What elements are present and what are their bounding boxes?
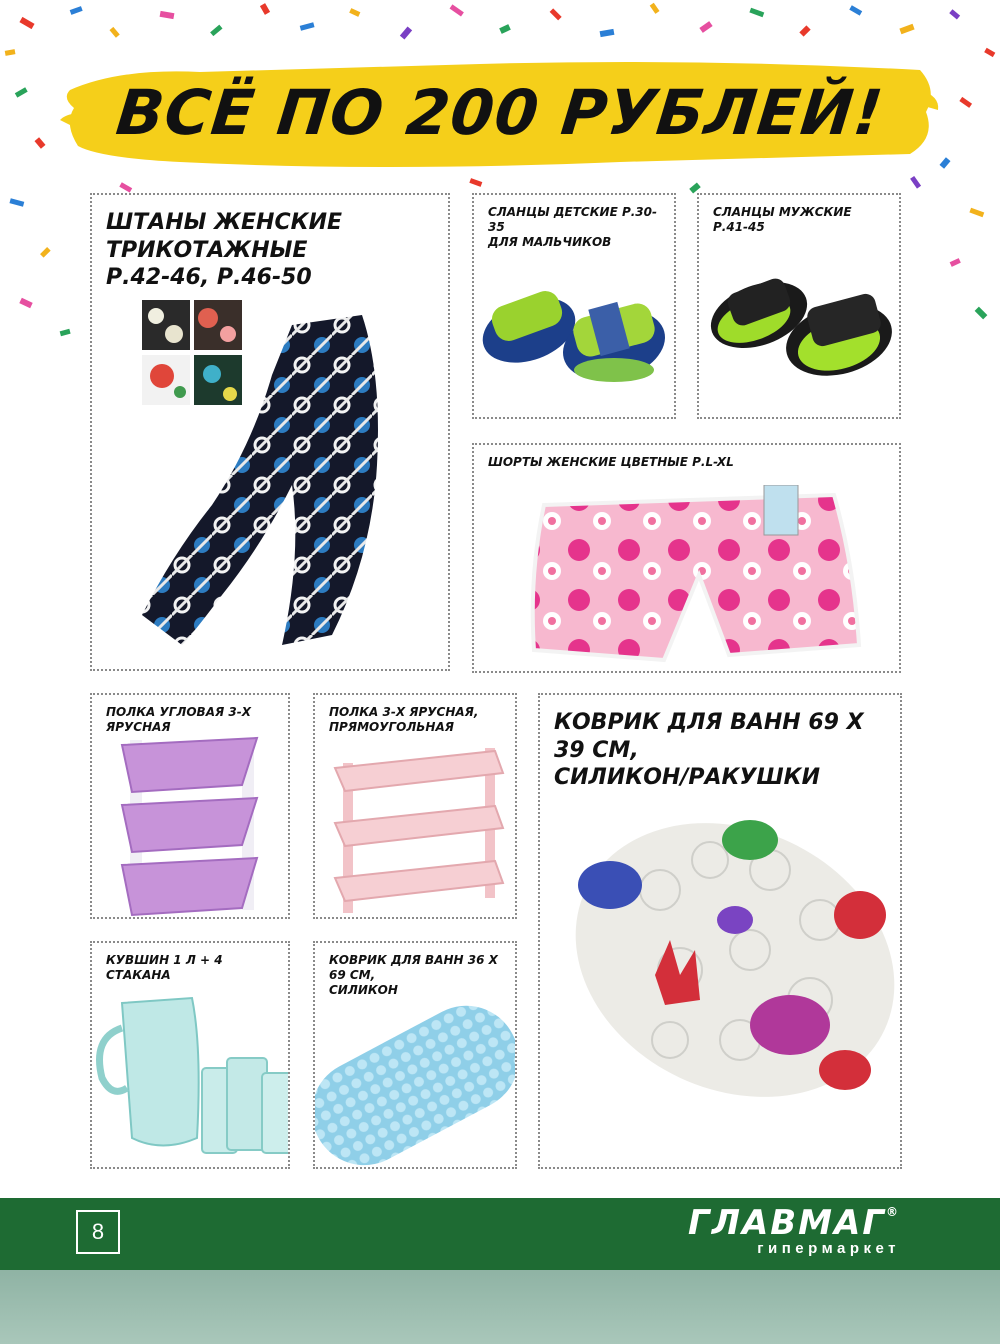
product-title: КУВШИН 1 Л + 4 СТАКАНА	[106, 953, 223, 982]
page-footer	[0, 1198, 1000, 1270]
page-number: 8	[76, 1210, 120, 1254]
promo-banner	[60, 50, 940, 175]
product-title: СЛАНЦЫ ДЕТСКИЕ Р.30-35 ДЛЯ МАЛЬЧИКОВ	[488, 205, 657, 249]
leggings-image	[132, 315, 412, 655]
shorts-image	[514, 485, 874, 670]
kids-slippers-image	[474, 260, 676, 410]
big-bath-mat-image	[560, 800, 900, 1120]
product-card-kids-slippers[interactable]	[472, 193, 676, 419]
brand-tagline: гипермаркет	[757, 1240, 900, 1257]
product-card-shorts[interactable]	[472, 443, 901, 673]
banner-title: ВСЁ ПО 200 РУБЛЕЙ!	[112, 76, 888, 149]
product-card-big-bath-mat[interactable]	[538, 693, 902, 1169]
product-title: ПОЛКА УГЛОВАЯ 3-Х ЯРУСНАЯ	[106, 705, 251, 734]
product-title: КОВРИК ДЛЯ ВАНН 69 Х 39 СМ, СИЛИКОН/РАКУШКИ	[554, 710, 864, 790]
corner-shelf-image	[102, 730, 282, 919]
small-bath-mat-image	[315, 993, 517, 1168]
product-card-rect-shelf[interactable]	[313, 693, 517, 919]
product-card-corner-shelf[interactable]	[90, 693, 290, 919]
decorative-background-band	[0, 1270, 1000, 1344]
product-card-jug[interactable]	[90, 941, 290, 1169]
product-title: ШОРТЫ ЖЕНСКИЕ ЦВЕТНЫЕ Р.L-XL	[488, 455, 734, 469]
rect-shelf-image	[325, 743, 510, 918]
brand-name: ГЛАВМАГ	[688, 1203, 886, 1243]
product-title: КОВРИК ДЛЯ ВАНН 36 Х 69 СМ, СИЛИКОН	[329, 953, 498, 997]
brand-logo	[688, 1203, 900, 1258]
mens-slippers-image	[699, 245, 901, 415]
product-title: ШТАНЫ ЖЕНСКИЕ ТРИКОТАЖНЫЕ Р.42-46, Р.46-50	[106, 210, 343, 290]
registered-mark: ®	[886, 1205, 900, 1219]
product-card-small-bath-mat[interactable]	[313, 941, 517, 1169]
product-title: СЛАНЦЫ МУЖСКИЕ Р.41-45	[713, 205, 852, 234]
jug-glasses-image	[92, 988, 290, 1168]
product-title: ПОЛКА 3-Х ЯРУСНАЯ, ПРЯМОУГОЛЬНАЯ	[329, 705, 479, 734]
product-card-mens-slippers[interactable]	[697, 193, 901, 419]
product-card-pants[interactable]	[90, 193, 450, 671]
